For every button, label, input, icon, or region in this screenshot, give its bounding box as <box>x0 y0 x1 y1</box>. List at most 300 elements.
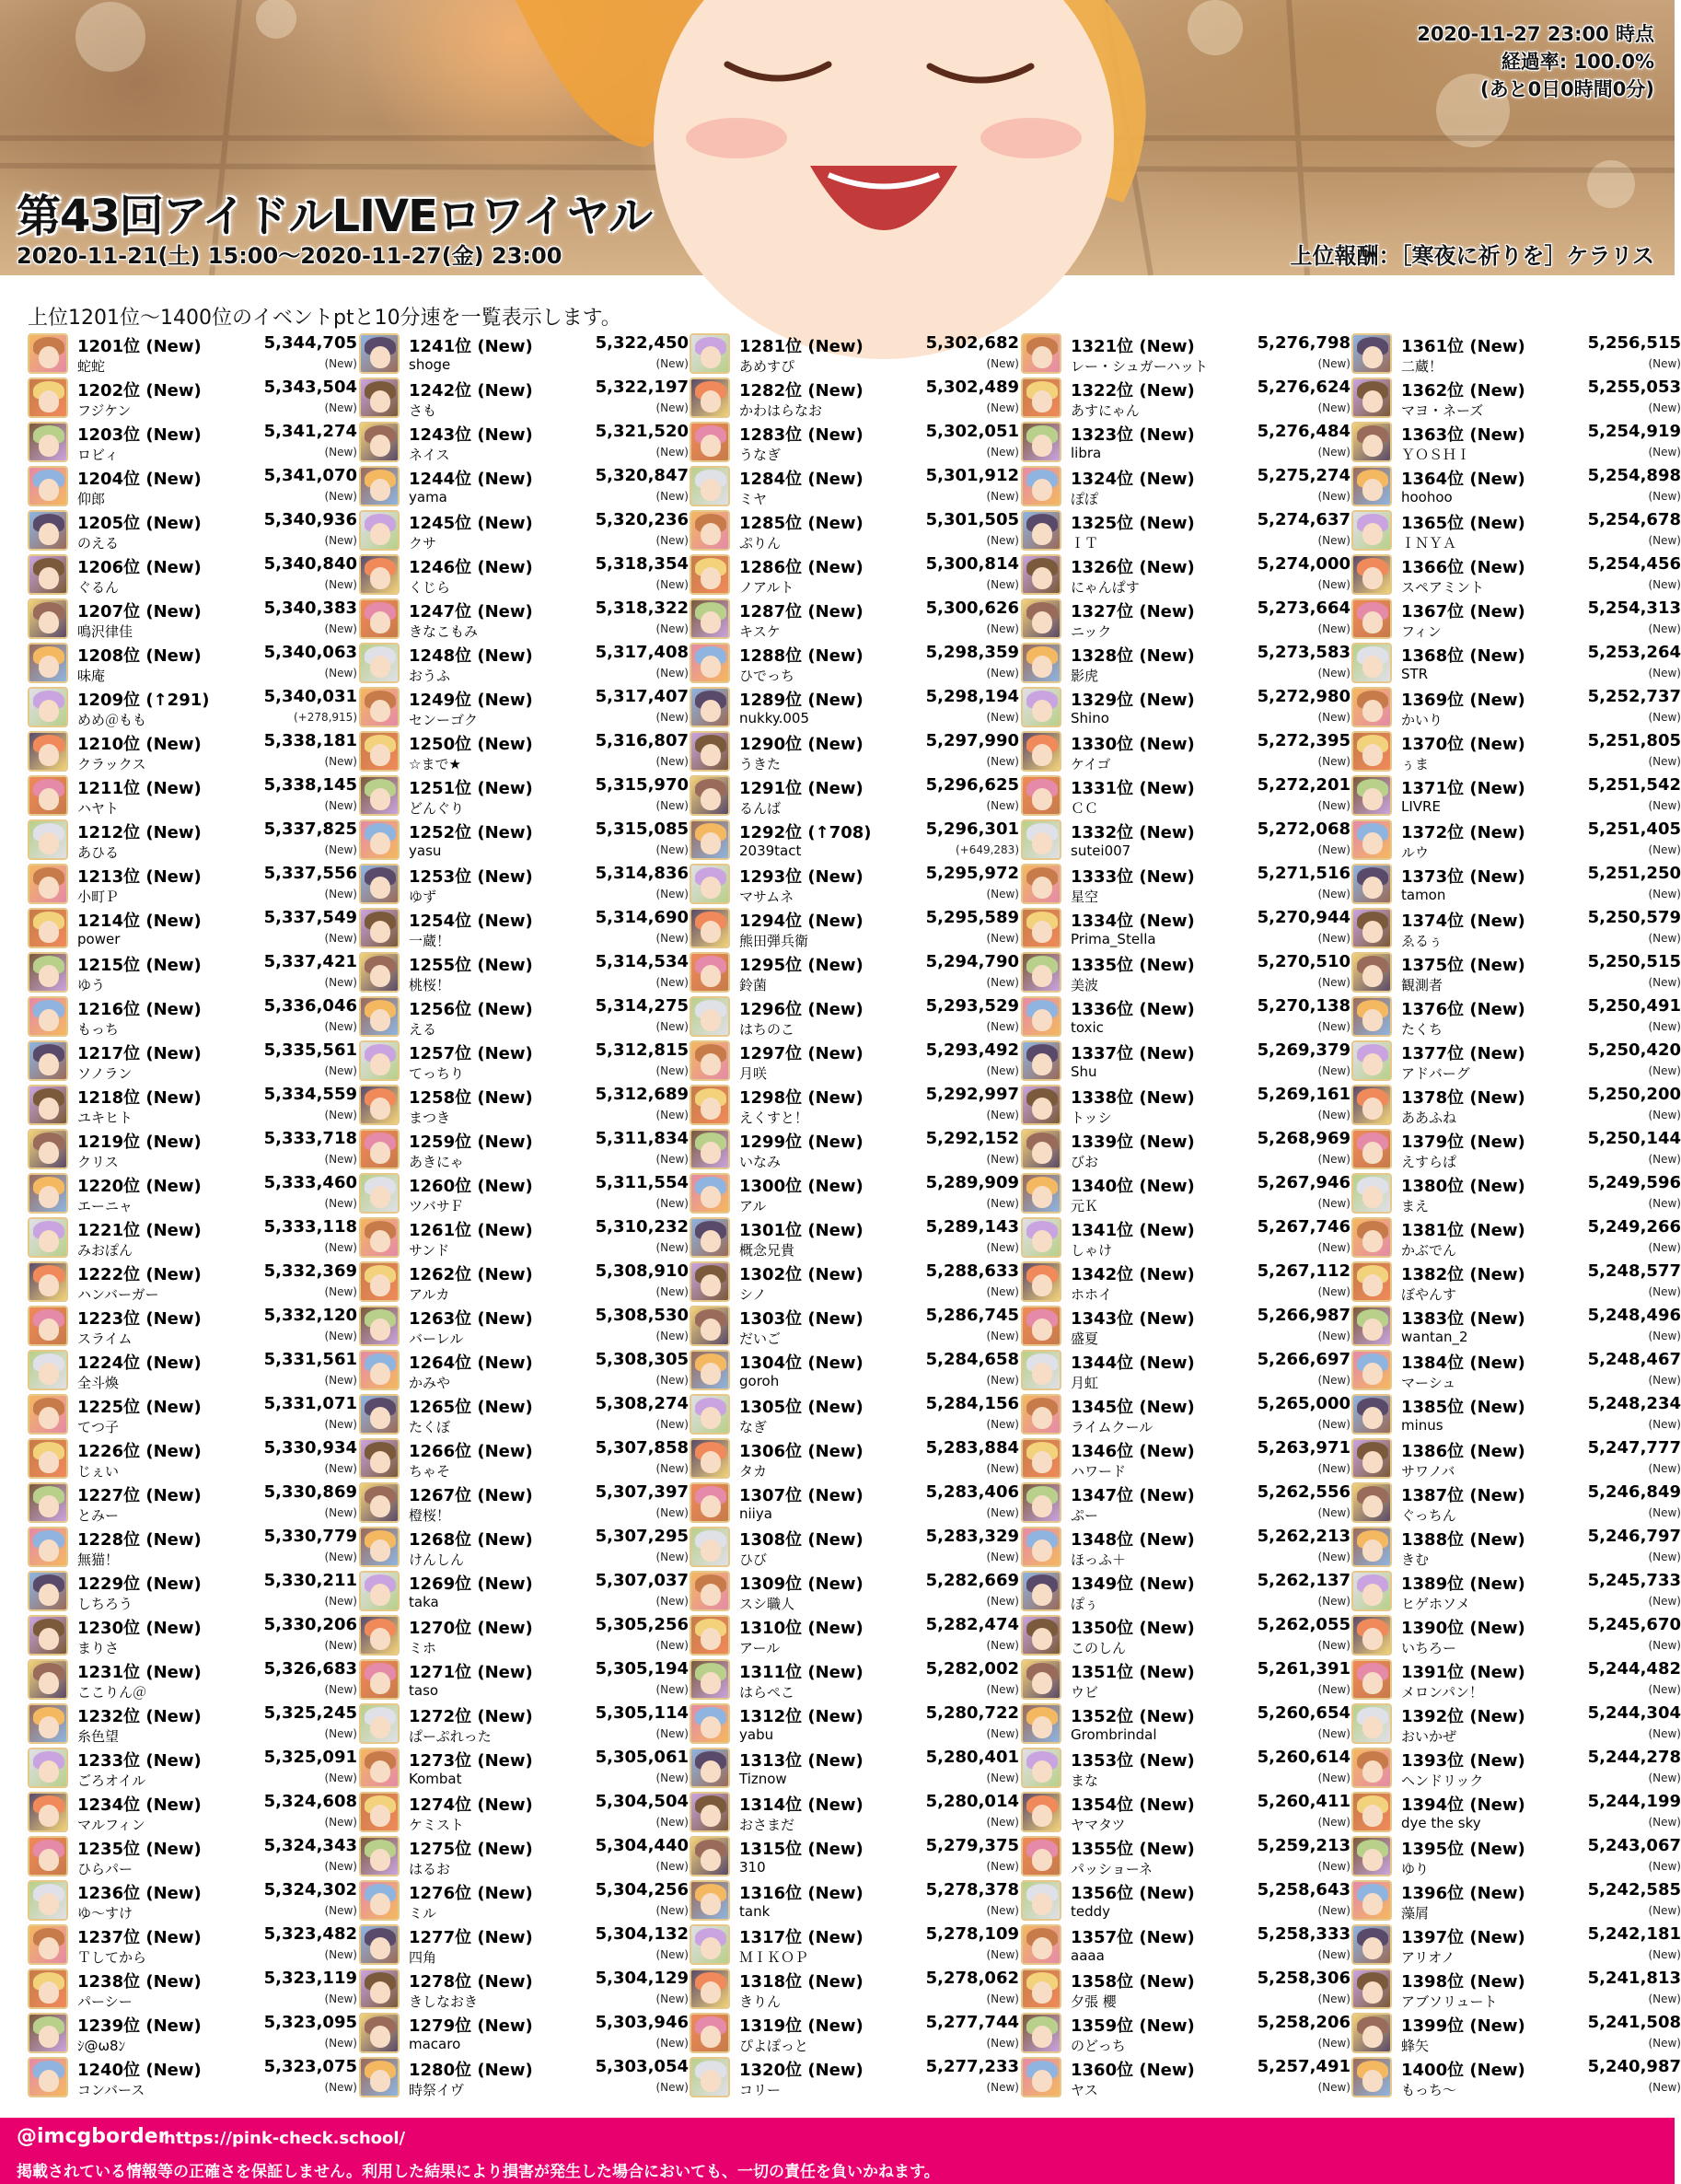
event-points: 5,270,944 <box>1257 908 1351 927</box>
event-points: 5,270,510 <box>1257 952 1351 971</box>
idol-avatar-icon <box>1351 1792 1392 1832</box>
ten-minute-delta: (New) <box>986 1109 1019 1121</box>
ranking-entry <box>1351 1746 1681 1790</box>
event-points: 5,254,313 <box>1587 598 1681 618</box>
rank-label: 1340位 (New) <box>1071 1177 1195 1196</box>
ranking-entry <box>359 950 689 994</box>
rank-label: 1352位 (New) <box>1071 1707 1195 1726</box>
rank-label: 1314位 (New) <box>739 1795 864 1815</box>
player-name: tamon <box>1401 887 1446 903</box>
idol-avatar-icon <box>690 333 730 374</box>
player-name: ここりん＠ <box>77 1684 147 1701</box>
player-name: マサムネ <box>739 889 794 905</box>
player-name: 月咲 <box>739 1065 768 1082</box>
ten-minute-delta: (New) <box>655 446 689 459</box>
idol-avatar-icon <box>1351 333 1392 374</box>
event-points: 5,300,626 <box>925 598 1019 618</box>
idol-avatar-icon <box>1351 1173 1392 1214</box>
ranking-entry <box>359 1392 689 1436</box>
player-name: goroh <box>739 1373 780 1389</box>
ranking-entry <box>690 1967 1019 2011</box>
idol-avatar-icon <box>28 1173 68 1214</box>
event-points: 5,271,516 <box>1257 864 1351 883</box>
idol-avatar-icon <box>1351 1571 1392 1611</box>
ten-minute-delta: (New) <box>324 2037 357 2050</box>
ranking-entry <box>1351 685 1681 729</box>
event-points: 5,286,745 <box>925 1306 1019 1325</box>
ranking-entry <box>359 1481 689 1525</box>
idol-avatar-icon <box>359 378 400 418</box>
idol-avatar-icon <box>690 1482 730 1523</box>
rank-label: 1336位 (New) <box>1071 1000 1195 1019</box>
ten-minute-delta: (New) <box>1648 1330 1681 1342</box>
player-name: sutei007 <box>1071 842 1131 859</box>
idol-avatar-icon <box>1351 1306 1392 1346</box>
rank-label: 1255位 (New) <box>409 956 533 975</box>
player-name: nukky.005 <box>739 710 809 726</box>
rank-label: 1373位 (New) <box>1401 867 1525 887</box>
rank-label: 1289位 (New) <box>739 691 864 710</box>
rank-label: 1359位 (New) <box>1071 2016 1195 2036</box>
ranking-entry <box>1021 1657 1351 1702</box>
rank-label: 1366位 (New) <box>1401 558 1525 577</box>
rank-label: 1243位 (New) <box>409 425 533 445</box>
rank-label: 1256位 (New) <box>409 1000 533 1019</box>
ranking-entry <box>359 1613 689 1657</box>
idol-avatar-icon <box>1021 466 1061 506</box>
idol-avatar-icon <box>359 1527 400 1567</box>
ranking-entry <box>359 862 689 906</box>
rank-label: 1358位 (New) <box>1071 1972 1195 1992</box>
ten-minute-delta: (New) <box>324 976 357 989</box>
rank-label: 1208位 (New) <box>77 646 202 666</box>
rank-label: 1334位 (New) <box>1071 912 1195 931</box>
ranking-entry <box>359 1304 689 1348</box>
ten-minute-delta: (New) <box>324 534 357 547</box>
ranking-entry <box>1021 508 1351 552</box>
ranking-entry <box>690 1260 1019 1304</box>
idol-avatar-icon <box>1351 1129 1392 1169</box>
player-name: アルカ <box>409 1286 450 1303</box>
idol-avatar-icon <box>690 1306 730 1346</box>
event-points: 5,317,408 <box>595 643 689 662</box>
ten-minute-delta: (New) <box>655 1285 689 1298</box>
ranking-entry <box>1351 1127 1681 1171</box>
ten-minute-delta: (+649,283) <box>955 843 1019 856</box>
ranking-entry <box>690 818 1019 862</box>
event-points: 5,284,658 <box>925 1350 1019 1369</box>
ranking-entry <box>690 1525 1019 1569</box>
player-name: 藻屑 <box>1401 1905 1430 1922</box>
rank-label: 1229位 (New) <box>77 1574 202 1594</box>
player-name: ぐっちん <box>1401 1507 1456 1524</box>
ranking-entry <box>359 818 689 862</box>
event-points: 5,268,969 <box>1257 1129 1351 1148</box>
ranking-entry <box>1021 685 1351 729</box>
player-name: 四角 <box>409 1949 437 1966</box>
ten-minute-delta: (New) <box>1648 888 1681 900</box>
ranking-entry <box>28 1790 357 1834</box>
idol-avatar-icon <box>1021 554 1061 595</box>
ten-minute-delta: (New) <box>1648 446 1681 459</box>
rank-label: 1230位 (New) <box>77 1619 202 1638</box>
event-points: 5,335,561 <box>263 1040 357 1060</box>
rank-label: 1274位 (New) <box>409 1795 533 1815</box>
player-name: のえる <box>77 535 120 552</box>
player-name: ミル <box>409 1905 437 1922</box>
player-name: ニック <box>1071 623 1112 640</box>
player-name: アドバーグ <box>1401 1065 1470 1082</box>
player-name: まえ <box>1401 1198 1430 1214</box>
event-points: 5,246,849 <box>1587 1482 1681 1502</box>
rank-label: 1292位 (↑708) <box>739 823 872 842</box>
idol-avatar-icon <box>690 643 730 683</box>
player-name: まな <box>1071 1772 1099 1789</box>
ten-minute-delta: (New) <box>324 578 357 591</box>
ten-minute-delta: (New) <box>655 1595 689 1608</box>
ranking-entry <box>690 1171 1019 1215</box>
ranking-entry <box>690 597 1019 641</box>
ten-minute-delta: (New) <box>1648 622 1681 635</box>
player-name: しゃけ <box>1071 1242 1113 1259</box>
ranking-entry <box>690 552 1019 597</box>
ranking-entry <box>359 1260 689 1304</box>
rank-label: 1379位 (New) <box>1401 1133 1525 1152</box>
rank-label: 1258位 (New) <box>409 1088 533 1108</box>
idol-avatar-icon <box>359 1836 400 1876</box>
ranking-entry <box>28 994 357 1039</box>
event-points: 5,307,858 <box>595 1438 689 1458</box>
event-points: 5,296,301 <box>925 819 1019 839</box>
ten-minute-delta: (New) <box>986 490 1019 503</box>
event-points: 5,343,504 <box>263 378 357 397</box>
idol-avatar-icon <box>359 1924 400 1965</box>
idol-avatar-icon <box>690 378 730 418</box>
rank-label: 1395位 (New) <box>1401 1840 1525 1859</box>
player-name: アブソリュート <box>1401 1993 1498 2010</box>
rank-label: 1348位 (New) <box>1071 1530 1195 1550</box>
rank-label: 1261位 (New) <box>409 1221 533 1240</box>
player-name: ヤス <box>1071 2082 1098 2098</box>
player-name: 一蔵！ <box>409 933 451 949</box>
rank-label: 1294位 (New) <box>739 912 864 931</box>
event-points: 5,301,505 <box>925 510 1019 529</box>
player-name: きなこもみ <box>409 623 479 640</box>
rank-label: 1318位 (New) <box>739 1972 864 1992</box>
event-points: 5,318,354 <box>595 554 689 574</box>
ten-minute-delta: (New) <box>1317 1506 1351 1519</box>
idol-avatar-icon <box>28 378 68 418</box>
ranking-entry <box>359 1525 689 1569</box>
ten-minute-delta: (New) <box>655 667 689 680</box>
rank-label: 1335位 (New) <box>1071 956 1195 975</box>
event-points: 5,340,840 <box>263 554 357 574</box>
site-url-link[interactable]: https://pink-check.school/ <box>164 2129 406 2148</box>
ten-minute-delta: (New) <box>324 1639 357 1652</box>
player-name: おさまだ <box>739 1817 795 1833</box>
player-name: はらぺこ <box>739 1684 795 1701</box>
player-name: ハワード <box>1071 1463 1127 1480</box>
event-points: 5,245,670 <box>1587 1615 1681 1634</box>
player-name: バーレル <box>409 1330 464 1347</box>
ranking-entry <box>1021 2011 1351 2055</box>
ranking-entry <box>359 1436 689 1481</box>
player-name: めめ＠もも <box>77 712 147 728</box>
idol-avatar-icon <box>28 775 68 816</box>
player-name: ごろオイル <box>77 1772 146 1789</box>
player-name: くじら <box>409 579 451 596</box>
idol-avatar-icon <box>28 952 68 993</box>
ranking-entry <box>28 729 357 773</box>
event-points: 5,337,549 <box>263 908 357 927</box>
player-name: ぱーぷれった <box>409 1728 492 1745</box>
idol-avatar-icon <box>359 731 400 772</box>
player-name: フジケン <box>77 402 132 419</box>
event-points: 5,320,847 <box>595 466 689 485</box>
event-points: 5,293,529 <box>925 996 1019 1016</box>
ranking-entry <box>1021 1083 1351 1127</box>
idol-avatar-icon <box>1021 643 1061 683</box>
rank-label: 1209位 (↑291) <box>77 691 210 710</box>
ranking-entry <box>28 1039 357 1083</box>
idol-avatar-icon <box>1351 2013 1392 2053</box>
rank-label: 1217位 (New) <box>77 1044 202 1063</box>
player-name: minus <box>1401 1417 1443 1434</box>
rank-label: 1388位 (New) <box>1401 1530 1525 1550</box>
player-name: かわはらなお <box>739 402 823 419</box>
player-name: 糸色望 <box>77 1728 120 1745</box>
rank-label: 1265位 (New) <box>409 1398 533 1417</box>
idol-avatar-icon <box>28 1129 68 1169</box>
event-points: 5,245,733 <box>1587 1571 1681 1590</box>
rank-label: 1387位 (New) <box>1401 1486 1525 1505</box>
ranking-entry <box>690 420 1019 464</box>
rank-label: 1205位 (New) <box>77 514 202 533</box>
player-name: 鈴菌 <box>739 977 768 993</box>
event-points: 5,303,946 <box>595 2013 689 2032</box>
idol-avatar-icon <box>359 554 400 595</box>
ranking-entry <box>1351 1702 1681 1746</box>
player-name: マヨ・ネーズ <box>1401 402 1484 419</box>
ranking-column <box>1351 331 1681 2099</box>
ranking-entry <box>1351 862 1681 906</box>
rank-label: 1368位 (New) <box>1401 646 1525 666</box>
ranking-entry <box>1021 1260 1351 1304</box>
ten-minute-delta: (New) <box>1317 1948 1351 1961</box>
ranking-entry <box>359 2011 689 2055</box>
rank-label: 1383位 (New) <box>1401 1309 1525 1329</box>
rank-label: 1281位 (New) <box>739 337 864 356</box>
player-name: 蛇蛇 <box>77 358 106 375</box>
rank-label: 1284位 (New) <box>739 470 864 489</box>
event-points: 5,276,484 <box>1257 422 1351 441</box>
idol-avatar-icon <box>1351 1482 1392 1523</box>
idol-avatar-icon <box>28 1969 68 2009</box>
ten-minute-delta: (New) <box>655 357 689 370</box>
rank-label: 1326位 (New) <box>1071 558 1195 577</box>
event-points: 5,274,000 <box>1257 554 1351 574</box>
rank-label: 1212位 (New) <box>77 823 202 842</box>
ten-minute-delta: (New) <box>986 1064 1019 1077</box>
ten-minute-delta: (New) <box>1648 1595 1681 1608</box>
event-points: 5,312,815 <box>595 1040 689 1060</box>
player-name: 仰郎 <box>77 491 106 507</box>
player-name: ロビィ <box>77 447 119 463</box>
rank-label: 1227位 (New) <box>77 1486 202 1505</box>
rank-label: 1300位 (New) <box>739 1177 864 1196</box>
ranking-entry <box>28 1171 357 1215</box>
rank-label: 1273位 (New) <box>409 1751 533 1771</box>
rank-label: 1341位 (New) <box>1071 1221 1195 1240</box>
player-name: ゑるぅ <box>1401 933 1443 949</box>
rank-label: 1222位 (New) <box>77 1265 202 1284</box>
player-name: もっち <box>77 1021 120 1038</box>
ten-minute-delta: (New) <box>655 799 689 812</box>
ranking-entry <box>1351 818 1681 862</box>
rank-label: 1322位 (New) <box>1071 381 1195 401</box>
ten-minute-delta: (New) <box>1317 976 1351 989</box>
idol-avatar-icon <box>359 2057 400 2097</box>
ranking-entry <box>1351 1834 1681 1878</box>
idol-avatar-icon <box>1351 1615 1392 1655</box>
player-name: Kombat <box>409 1771 462 1787</box>
player-name: ☆まで★ <box>409 756 461 773</box>
ten-minute-delta: (New) <box>1648 1020 1681 1033</box>
ten-minute-delta: (New) <box>655 1772 689 1784</box>
idol-avatar-icon <box>1021 864 1061 904</box>
event-points: 5,325,245 <box>263 1703 357 1723</box>
player-name: 概念兄貴 <box>739 1242 795 1259</box>
ranking-entry <box>1021 641 1351 685</box>
event-points: 5,296,625 <box>925 775 1019 795</box>
rank-label: 1363位 (New) <box>1401 425 1525 445</box>
event-points: 5,307,037 <box>595 1571 689 1590</box>
player-name: える <box>409 1021 437 1038</box>
idol-avatar-icon <box>690 1880 730 1921</box>
rank-label: 1224位 (New) <box>77 1353 202 1373</box>
rank-label: 1241位 (New) <box>409 337 533 356</box>
ten-minute-delta: (New) <box>1317 1330 1351 1342</box>
idol-avatar-icon <box>1021 1792 1061 1832</box>
ten-minute-delta: (New) <box>986 755 1019 768</box>
player-name: ＩＴ <box>1071 535 1099 552</box>
ranking-entry <box>690 1304 1019 1348</box>
ten-minute-delta: (New) <box>1648 1551 1681 1563</box>
idol-avatar-icon <box>1021 1261 1061 1302</box>
rank-label: 1306位 (New) <box>739 1442 864 1461</box>
rank-label: 1283位 (New) <box>739 425 864 445</box>
event-points: 5,304,504 <box>595 1792 689 1811</box>
player-name: ひらパー <box>77 1861 133 1877</box>
ten-minute-delta: (New) <box>324 1506 357 1519</box>
rank-label: 1226位 (New) <box>77 1442 202 1461</box>
player-name: フィン <box>1401 623 1442 640</box>
rank-label: 1247位 (New) <box>409 602 533 622</box>
event-points: 5,307,397 <box>595 1482 689 1502</box>
ranking-entry <box>1351 552 1681 597</box>
idol-avatar-icon <box>1021 333 1061 374</box>
idol-avatar-icon <box>1351 1350 1392 1390</box>
idol-avatar-icon <box>28 598 68 639</box>
idol-avatar-icon <box>1351 1924 1392 1965</box>
idol-avatar-icon <box>690 1571 730 1611</box>
rank-label: 1343位 (New) <box>1071 1309 1195 1329</box>
player-name: ライムクール <box>1071 1419 1154 1435</box>
event-points: 5,247,777 <box>1587 1438 1681 1458</box>
event-points: 5,259,213 <box>1257 1836 1351 1855</box>
rank-label: 1286位 (New) <box>739 558 864 577</box>
idol-avatar-icon <box>1351 1085 1392 1125</box>
idol-avatar-icon <box>1351 775 1392 816</box>
event-points: 5,314,690 <box>595 908 689 927</box>
ranking-entry <box>1351 2055 1681 2099</box>
twitter-handle-link[interactable]: @imcgborder <box>17 2125 168 2148</box>
ranking-entry <box>690 950 1019 994</box>
idol-avatar-icon <box>1351 598 1392 639</box>
event-points: 5,246,797 <box>1587 1527 1681 1546</box>
rank-label: 1264位 (New) <box>409 1353 533 1373</box>
idol-avatar-icon <box>1351 996 1392 1037</box>
rank-label: 1385位 (New) <box>1401 1398 1525 1417</box>
idol-avatar-icon <box>690 864 730 904</box>
idol-avatar-icon <box>359 1880 400 1921</box>
player-name: 夕張 櫻 <box>1071 1993 1117 2010</box>
ten-minute-delta: (New) <box>655 888 689 900</box>
ten-minute-delta: (New) <box>1317 357 1351 370</box>
player-name: レー・シュガーハット <box>1071 358 1208 375</box>
ranking-entry <box>1021 1878 1351 1923</box>
idol-avatar-icon <box>28 1571 68 1611</box>
idol-avatar-icon <box>359 1394 400 1435</box>
idol-avatar-icon <box>690 1438 730 1479</box>
ranking-entry <box>1351 508 1681 552</box>
rank-label: 1356位 (New) <box>1071 1884 1195 1903</box>
idol-avatar-icon <box>1351 2057 1392 2097</box>
ranking-entry <box>1021 1834 1351 1878</box>
ten-minute-delta: (New) <box>324 799 357 812</box>
ten-minute-delta: (New) <box>1317 1992 1351 2005</box>
idol-avatar-icon <box>359 510 400 551</box>
ranking-entry <box>1351 1657 1681 1702</box>
idol-avatar-icon <box>1021 819 1061 860</box>
player-name: にゃんぱす <box>1071 579 1140 596</box>
ten-minute-delta: (New) <box>1648 1506 1681 1519</box>
idol-avatar-icon <box>28 1880 68 1921</box>
ten-minute-delta: (New) <box>1317 843 1351 856</box>
rank-label: 1288位 (New) <box>739 646 864 666</box>
event-points: 5,250,491 <box>1587 996 1681 1016</box>
ranking-entry <box>1021 1348 1351 1392</box>
player-name: ひび <box>739 1551 768 1568</box>
player-name: コンバース <box>77 2082 145 2098</box>
ranking-entry <box>28 1348 357 1392</box>
ranking-entry <box>1021 464 1351 508</box>
event-points: 5,289,909 <box>925 1173 1019 1192</box>
event-points: 5,310,232 <box>595 1217 689 1237</box>
idol-avatar-icon <box>1021 687 1061 727</box>
event-points: 5,269,379 <box>1257 1040 1351 1060</box>
ranking-entry <box>359 1215 689 1260</box>
idol-avatar-icon <box>359 2013 400 2053</box>
ten-minute-delta: (New) <box>1648 932 1681 945</box>
idol-avatar-icon <box>690 1527 730 1567</box>
ten-minute-delta: (New) <box>1317 1683 1351 1696</box>
event-points: 5,334,559 <box>263 1085 357 1104</box>
ten-minute-delta: (New) <box>324 1418 357 1431</box>
event-points: 5,325,091 <box>263 1748 357 1767</box>
event-points: 5,332,369 <box>263 1261 357 1281</box>
rank-label: 1206位 (New) <box>77 558 202 577</box>
